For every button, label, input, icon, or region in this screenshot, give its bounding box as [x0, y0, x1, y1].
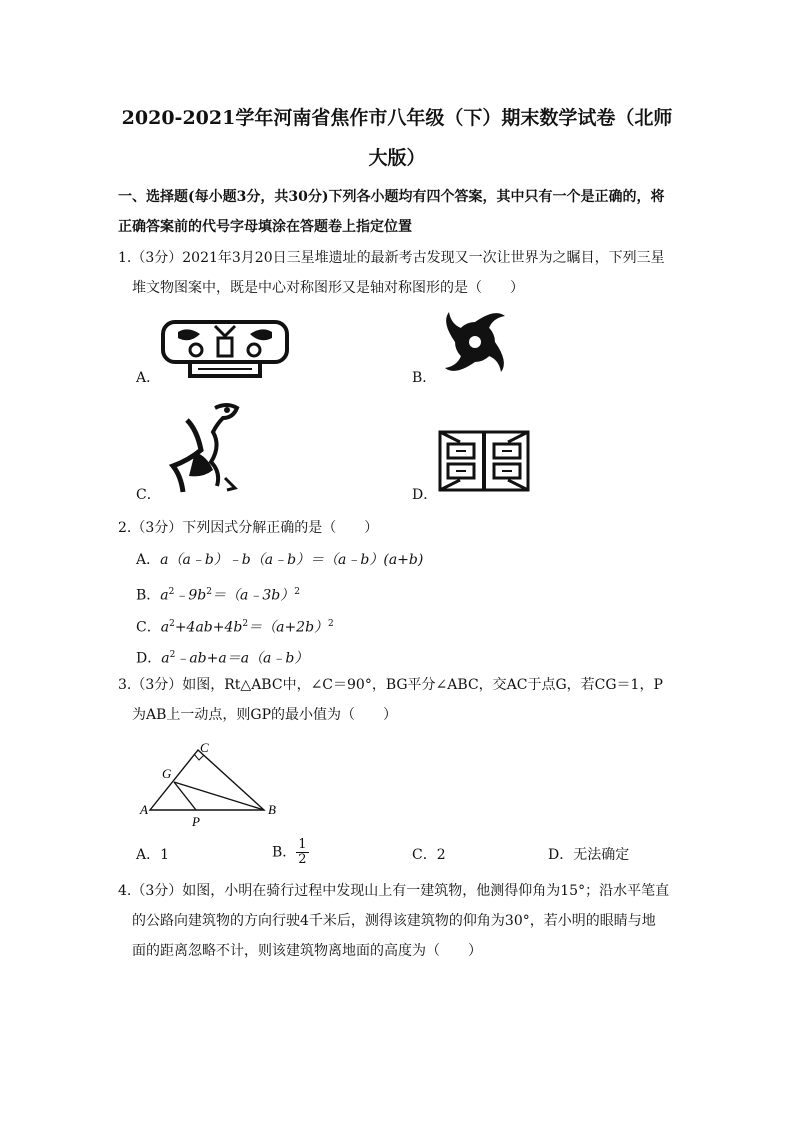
q3-option-b-fraction: [296, 838, 308, 867]
q1-option-a-label[interactable]: A．: [136, 370, 161, 386]
section-heading-line1: 一、选择题(每小题3分，共30分)下列各小题均有四个答案，其中只有一个是正确的，将: [118, 189, 665, 205]
q1-option-b-label[interactable]: B．: [412, 370, 437, 386]
q2-option-d-label: D．: [136, 650, 162, 667]
question-3-line2: 为AB上一动点，则GP的最小值为（ ）: [132, 707, 398, 723]
q2-option-c-exp2: 2: [242, 619, 249, 629]
exam-title-line2: 大版）: [368, 147, 426, 169]
q2-option-b-pre: a: [160, 587, 169, 604]
question-1-stem: [118, 243, 678, 303]
exam-title-line1: 2020-2021学年河南省焦作市八年级（下）期末数学试卷（北师: [121, 107, 673, 129]
q2-option-c-exp3: 2: [328, 619, 334, 629]
q3-option-b-denominator: 2: [298, 852, 307, 867]
q2-option-b-exp1: 2: [168, 587, 175, 597]
q2-option-b-exp3: 2: [294, 587, 300, 597]
q2-option-d-post: ﹣ab+a＝a（a﹣b）: [175, 650, 309, 667]
q3-option-c[interactable]: C．2: [412, 847, 446, 863]
section-heading-line2: 正确答案前的代号字母填涂在答题卷上指定位置: [118, 219, 412, 235]
q2-option-a[interactable]: [136, 550, 423, 570]
q1-option-d-pattern-image: [436, 426, 532, 496]
question-3-stem: [118, 670, 678, 730]
q3-label-b: B: [268, 802, 276, 817]
q2-option-d[interactable]: [136, 645, 308, 669]
q3-bisector-bg: [174, 782, 264, 810]
q2-option-d-exp: 2: [169, 650, 176, 660]
q2-option-b-post: ＝（a﹣3b）: [212, 587, 295, 604]
q2-option-c-mid: +4ab+4b: [174, 619, 243, 636]
question-2-stem: 2.（3分）下列因式分解正确的是（ ）: [118, 520, 379, 536]
q3-segment-gp: [174, 782, 196, 810]
q1-option-a-mask-image: [160, 318, 290, 380]
q2-option-c-label: C．: [136, 619, 161, 636]
q3-label-a: A: [140, 802, 148, 817]
q2-option-c-exp1: 2: [169, 619, 175, 629]
q2-option-b-mid: ﹣9b: [174, 587, 207, 604]
question-1-line1: 1.（3分）2021年3月20日三星堆遗址的最新考古发现又一次让世界为之瞩目，下列三星: [118, 250, 665, 266]
q3-label-g: G: [162, 766, 172, 781]
q3-option-b[interactable]: [272, 838, 309, 867]
q2-option-b-label: B．: [136, 587, 161, 604]
q2-option-c-post: ＝（a+2b）: [248, 619, 329, 636]
q1-option-c-bird-image: [165, 400, 255, 496]
q3-option-b-numerator: 1: [298, 837, 307, 852]
question-3-line1: 3.（3分）如图，Rt△ABC中，∠C＝90°，BG平分∠ABC，交AC于点G，若CG＝1，P: [118, 677, 663, 693]
question-1-line2: 堆文物图案中，既是中心对称图形又是轴对称图形的是（ ）: [132, 280, 524, 296]
q3-label-p: P: [192, 814, 200, 829]
q1-option-c-label[interactable]: C．: [136, 487, 161, 503]
q2-option-c[interactable]: [136, 614, 334, 638]
q1-option-b-swirl-image: [440, 308, 510, 376]
q3-option-a[interactable]: A．1: [136, 847, 170, 863]
q2-option-b[interactable]: [136, 582, 300, 606]
question-4-stem: [118, 876, 678, 966]
q3-option-d[interactable]: D．无法确定: [548, 847, 630, 863]
q1-option-d-label[interactable]: D．: [412, 487, 438, 503]
q3-triangle-figure: [136, 738, 286, 830]
q2-option-d-pre: a: [161, 650, 170, 667]
q2-option-b-exp2: 2: [206, 587, 212, 597]
question-4-line1: 4.（3分）如图，小明在骑行过程中发现山上有一建筑物，他测得仰角为15°；沿水平笔直: [118, 883, 670, 899]
q2-option-a-text: a（a﹣b）﹣b（a﹣b）＝（a﹣b）(a+b): [160, 552, 424, 568]
question-4-line3: 面的距离忽略不计，则该建筑物离地面的高度为（ ）: [132, 943, 482, 959]
q3-option-b-label: B．: [272, 844, 297, 861]
question-4-line2: 的公路向建筑物的方向行驶4千米后，测得该建筑物的仰角为30°，若小明的眼睛与地: [132, 913, 656, 929]
q3-label-c: C: [200, 740, 209, 755]
section-heading: [118, 182, 678, 242]
q2-option-a-label: A．: [136, 552, 161, 568]
q2-option-c-pre: a: [160, 619, 170, 636]
